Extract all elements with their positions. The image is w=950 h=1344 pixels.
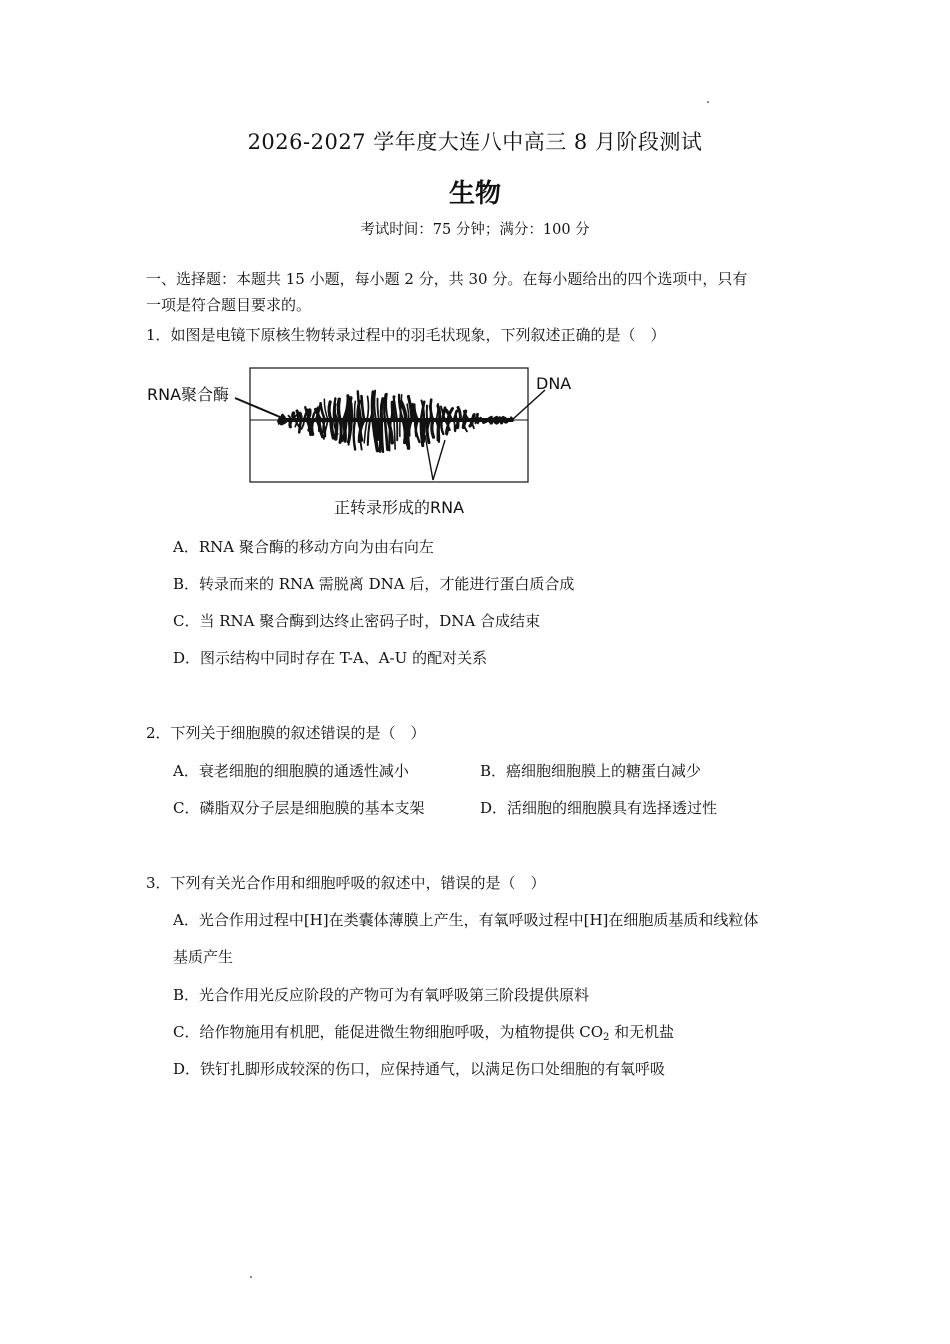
rna-strand — [354, 420, 355, 450]
rna-strand — [423, 420, 424, 441]
question-3-option-d: D．铁钉扎脚形成较深的伤口，应保持通气，以满足伤口处细胞的有氧呼吸 — [173, 1060, 666, 1078]
rna-strand — [334, 404, 337, 420]
question-3-option-a-line1: A．光合作用过程中[H]在类囊体薄膜上产生，有氧呼吸过程中[H]在细胞质基质和线粒体 — [173, 911, 759, 929]
rna-strand — [386, 394, 388, 420]
question-2-option-a: A．衰老细胞的细胞膜的通透性减小 — [173, 762, 409, 780]
question-1-option-c: C．当 RNA 聚合酶到达终止密码子时，DNA 合成结束 — [173, 612, 541, 630]
label-dna: DNA — [536, 374, 572, 393]
rna-strand — [367, 396, 368, 420]
transcription-figure — [140, 360, 590, 520]
rna-strand — [355, 401, 356, 420]
question-2-option-b: B．癌细胞细胞膜上的糖蛋白减少 — [480, 762, 702, 780]
exam-info: 考试时间：75 分钟；满分：100 分 — [360, 222, 590, 238]
question-3-option-c-text: C．给作物施用有机肥，能促进微生物细胞呼吸，为植物提供 CO — [173, 1023, 604, 1041]
rna-strand — [348, 396, 349, 420]
question-2-option-c: C．磷脂双分子层是细胞膜的基本支架 — [173, 799, 425, 817]
section-instructions-line1: 一、选择题：本题共 15 小题，每小题 2 分，共 30 分。在每小题给出的四个选项中，只有 — [146, 270, 748, 288]
rna-strand — [381, 399, 383, 420]
rna-strand — [382, 420, 383, 452]
polymerase-pointer — [235, 398, 280, 417]
question-1-option-b: B．转录而来的 RNA 需脱离 DNA 后，才能进行蛋白质合成 — [173, 575, 575, 593]
rna-pointer-2 — [433, 440, 445, 480]
question-3-stem: 3．下列有关光合作用和细胞呼吸的叙述中，错误的是（ ） — [146, 874, 546, 892]
co2-subscript: 2 — [603, 1032, 610, 1043]
rna-strand — [438, 420, 439, 440]
question-1-option-d: D．图示结构中同时存在 T-A、A-U 的配对关系 — [173, 649, 488, 667]
question-3-option-a-line2: 基质产生 — [173, 948, 234, 966]
rna-strand — [438, 406, 440, 420]
rna-strand — [441, 420, 443, 434]
rna-strand — [368, 420, 370, 445]
question-2-option-d: D．活细胞的细胞膜具有选择透过性 — [480, 799, 718, 817]
rna-strand — [374, 391, 376, 420]
label-transcribed-rna: 正转录形成的RNA — [334, 498, 465, 517]
rna-strand — [377, 399, 379, 420]
question-3-option-c-tail: 和无机盐 — [609, 1023, 675, 1041]
question-3-option-b: B．光合作用光反应阶段的产物可为有氧呼吸第三阶段提供原料 — [173, 986, 590, 1004]
scan-dot — [707, 101, 709, 103]
question-1-stem: 1．如图是电镜下原核生物转录过程中的羽毛状现象，下列叙述正确的是（ ） — [146, 326, 666, 344]
scan-dot — [250, 1276, 252, 1278]
rna-strand — [338, 399, 340, 420]
rna-strand — [431, 400, 433, 420]
subject-title: 生物 — [448, 179, 501, 209]
section-instructions-line2: 一项是符合题目要求的。 — [146, 296, 312, 314]
rna-strand — [427, 420, 430, 437]
exam-title: 2026-2027 学年度大连八中高三 8 月阶段测试 — [247, 130, 703, 154]
label-rna-polymerase: RNA聚合酶 — [147, 385, 230, 404]
question-1-option-a: A．RNA 聚合酶的移动方向为由右向左 — [173, 538, 434, 556]
rna-strand — [372, 392, 373, 420]
rna-strand — [394, 420, 395, 449]
rna-strand — [364, 420, 367, 443]
rna-strand — [362, 396, 364, 420]
question-2-stem: 2．下列关于细胞膜的叙述错误的是（ ） — [146, 724, 426, 742]
rna-strand — [351, 404, 352, 420]
rna-strand — [385, 420, 387, 450]
rna-feather — [279, 391, 512, 452]
question-3-option-c — [173, 1021, 674, 1043]
rna-strand — [336, 420, 337, 439]
rna-strand — [432, 420, 434, 437]
rna-strand — [329, 402, 331, 420]
rna-strand — [331, 420, 333, 438]
rna-strand — [379, 420, 381, 451]
rna-strand — [311, 420, 313, 434]
